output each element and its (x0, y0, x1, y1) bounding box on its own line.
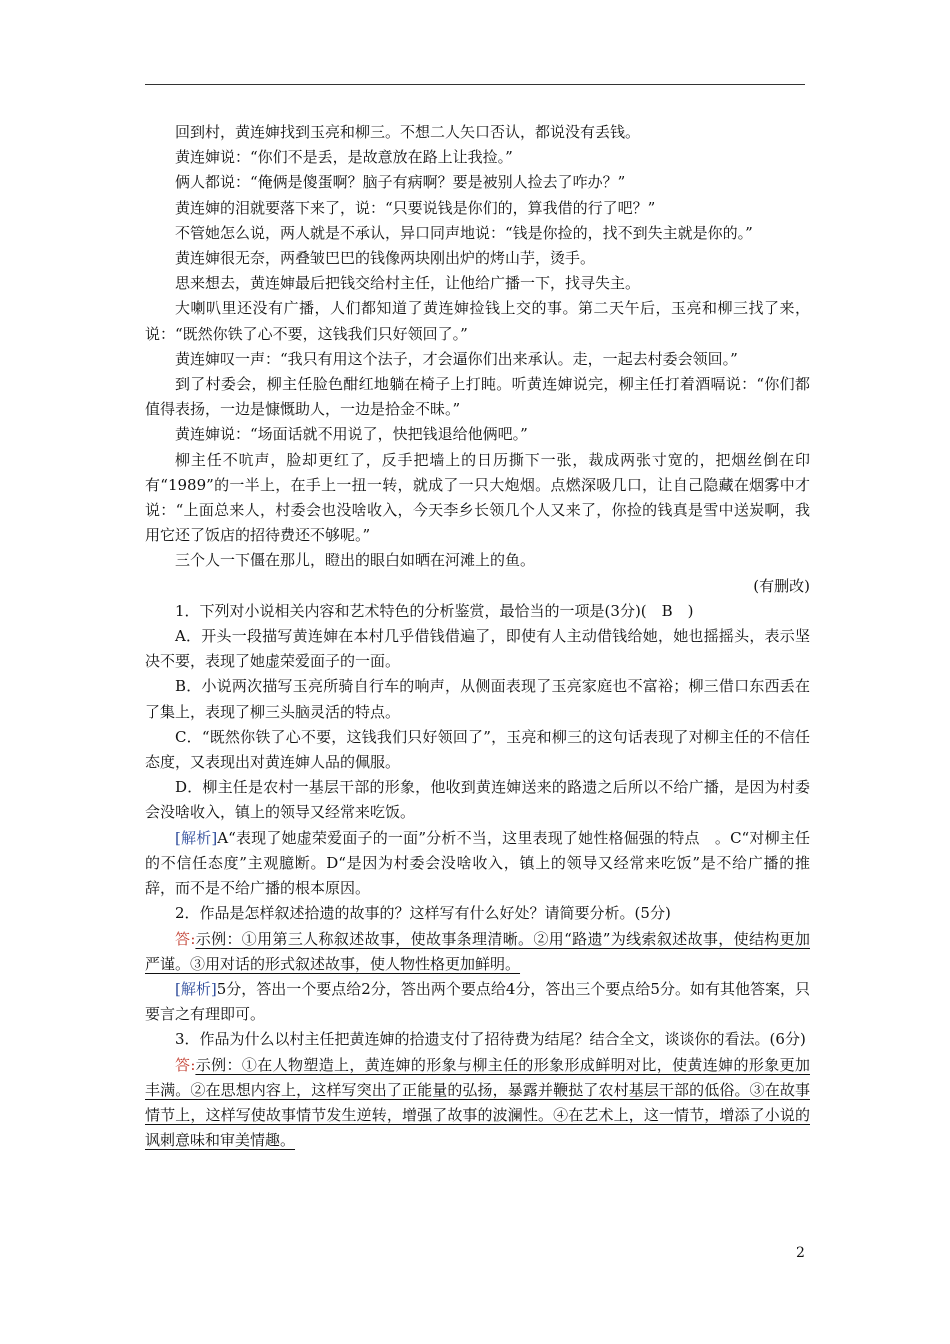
story-paragraph: 大喇叭里还没有广播，人们都知道了黄连婶捡钱上交的事。第二天午后，玉亮和柳三找了来，说：“既然你铁了心不要，这钱我们只好领回了。” (145, 299, 810, 343)
story-paragraph: 俩人都说：“俺俩是傻蛋啊？脑子有病啊？要是被别人捡去了咋办？” (175, 173, 626, 192)
story-paragraph: 黄连婶的泪就要落下来了，说：“只要说钱是你们的，算我借的行了吧？” (175, 198, 656, 217)
question-3-stem: 3．作品为什么以村主任把黄连婶的拾遗支付了招待费为结尾？结合全文，谈谈你的看法。(6分) (175, 1030, 806, 1049)
question-3-answer (145, 1053, 810, 1154)
answer-text: 示例：①在人物塑造上，黄连婶的形象与柳主任的形象形成鲜明对比，使黄连婶的形象更加丰满。②在思想内容上，这样写突出了正能量的弘扬，暴露并鞭挞了农村基层干部的低俗。③在故事情节上，这样写使故事情节发生逆转，增强了故事的波澜性。④在艺术上，这一情节，增添了小说的讽刺意味和审美情趣。 (145, 1055, 810, 1150)
story-paragraph: 三个人一下僵在那儿，瞪出的眼白如晒在河滩上的鱼。 (175, 551, 536, 570)
story-paragraph: 到了村委会，柳主任脸色酣红地躺在椅子上打盹。听黄连婶说完，柳主任打着酒嗝说：“你们都值得表扬，一边是慷慨助人，一边是拾金不昧。” (145, 375, 810, 419)
story-paragraph: 回到村，黄连婶找到玉亮和柳三。不想二人矢口否认，都说没有丢钱。 (175, 123, 641, 141)
question-1-option-c: C．“既然你铁了心不要，这钱我们只好领回了”，玉亮和柳三的这句话表现了对柳主任的不信任态度，又表现出对黄连婶人品的佩服。 (145, 727, 810, 772)
question-1-option-a: A．开头一段描写黄连婶在本村几乎借钱借遍了，即使有人主动借钱给她，她也摇摇头，表示坚决不要，表现了她虚荣爱面子的一面。 (145, 627, 810, 671)
question-1-analysis (145, 826, 810, 902)
story-paragraph: 黄连婶很无奈，两叠皱巴巴的钱像两块刚出炉的烤山芋，烫手。 (175, 249, 596, 268)
answer-label: 答: (175, 1055, 196, 1074)
page-content (145, 120, 810, 1153)
question-2-answer (145, 927, 810, 977)
source-note: (有删改) (753, 576, 810, 595)
story-paragraph: 思来想去，黄连婶最后把钱交给村主任，让他给广播一下，找寻失主。 (175, 274, 641, 293)
story-paragraph: 黄连婶说：“场面话就不用说了，快把钱退给他俩吧。” (175, 425, 528, 444)
story-paragraph: 不管她怎么说，两人就是不承认，异口同声地说：“钱是你捡的，找不到失主就是你的。” (175, 223, 753, 242)
question-2-analysis (145, 977, 810, 1027)
question-1-option-d: D．柳主任是农村一基层干部的形象，他收到黄连婶送来的路遗之后所以不给广播，是因为村委会没啥收入，镇上的领导又经常来吃饭。 (145, 778, 810, 822)
analysis-label: [解析] (175, 979, 217, 998)
analysis-label: [解析] (175, 828, 218, 847)
header-rule (145, 84, 805, 85)
analysis-text: A“表现了她虚荣爱面子的一面”分析不当，这里表现了她性格倔强的特点 。C“对柳主任的不信任态度”主观臆断。D“是因为村委会没啥收入，镇上的领导又经常来吃饭”是不给广播的推辞，而不是不给广播的根本原因。 (145, 828, 810, 898)
story-paragraph: 柳主任不吭声，脸却更红了，反手把墙上的日历撕下一张，裁成两张寸宽的，把烟丝倒在印有“1989”的一半上，在手上一扭一转，就成了一只大炮烟。点燃深吸几口，让自己隐藏在烟雾中才说：“上面总来人，村委会也没啥收入，今天李乡长领几个人又来了，你捡的钱真是雪中送炭啊，我用它还了饭店的招待费还不够呢。” (145, 450, 810, 545)
question-2-stem: 2．作品是怎样叙述拾遗的故事的？这样写有什么好处？请简要分析。(5分) (175, 904, 671, 923)
question-1-option-b: B．小说两次描写玉亮所骑自行车的响声，从侧面表现了玉亮家庭也不富裕；柳三借口东西丢在了集上，表现了柳三头脑灵活的特点。 (145, 677, 810, 721)
story-paragraph: 黄连婶叹一声：“我只有用这个法子，才会逼你们出来承认。走，一起去村委会领回。” (175, 349, 738, 368)
story-paragraph: 黄连婶说：“你们不是丢，是故意放在路上让我捡。” (175, 148, 513, 167)
answer-text: 示例：①用第三人称叙述故事，使故事条理清晰。②用“路遗”为线索叙述故事，使结构更加严谨。③用对话的形式叙述故事，使人物性格更加鲜明。 (145, 929, 810, 973)
question-1-stem: 1．下列对小说相关内容和艺术特色的分析鉴赏，最恰当的一项是(3分)( B ) (175, 601, 694, 620)
answer-label: 答: (175, 929, 196, 948)
page-number: 2 (796, 1245, 805, 1261)
analysis-text: 5分，答出一个要点给2分，答出两个要点给4分，答出三个要点给5分。如有其他答案，只要言之有理即可。 (145, 979, 810, 1024)
